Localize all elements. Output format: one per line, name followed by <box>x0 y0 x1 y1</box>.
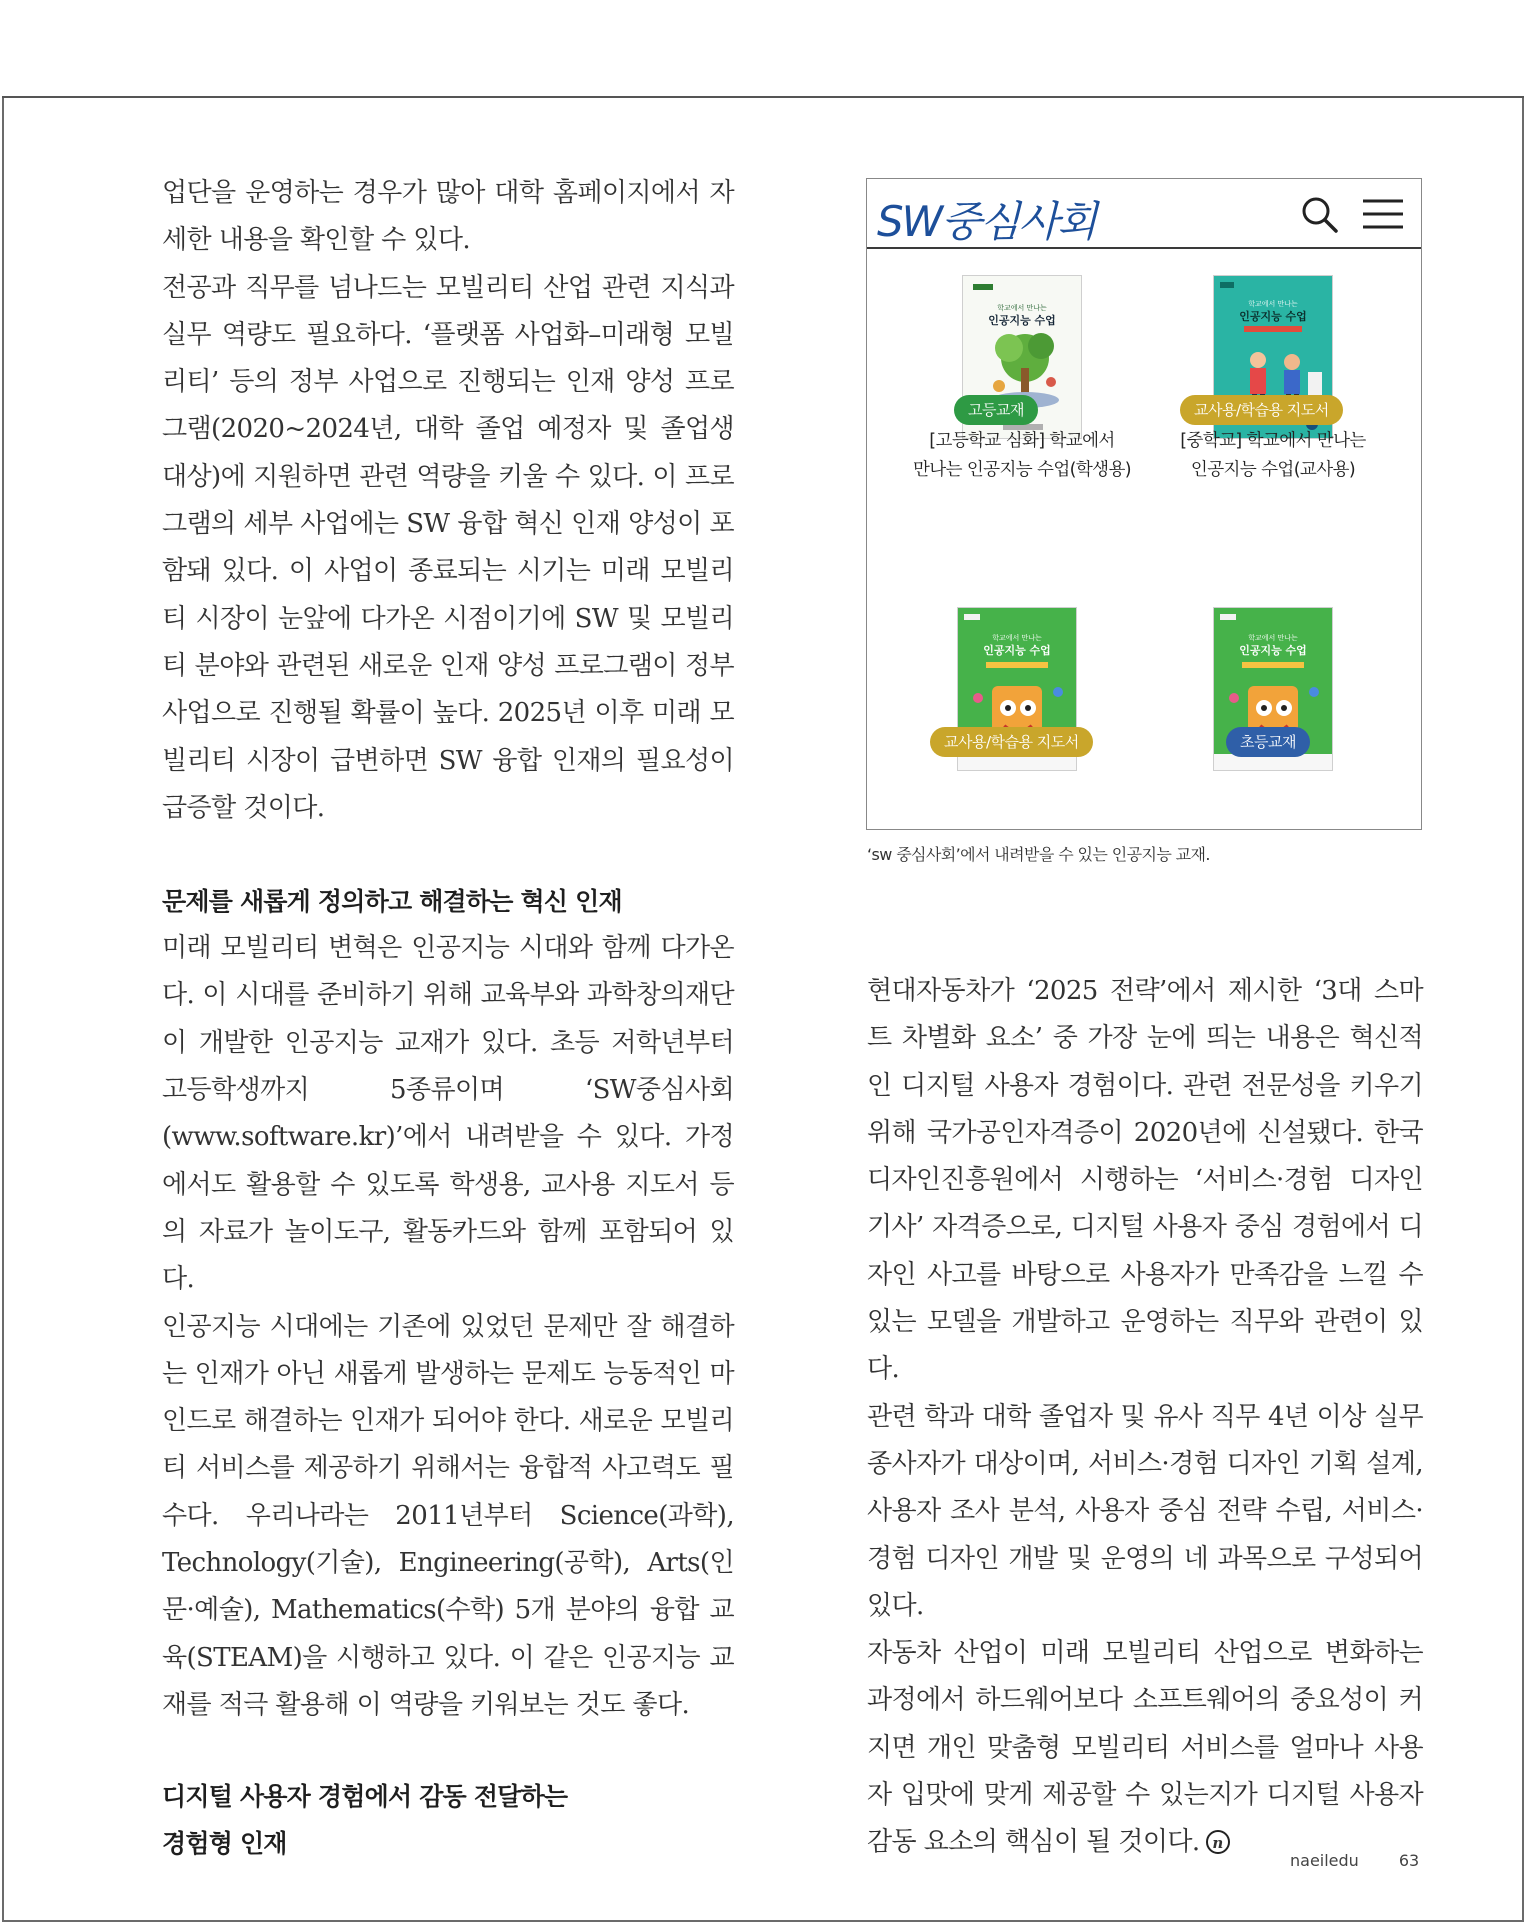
book1-caption-line1: [고등학교 심화] 학교에서 <box>929 431 1115 451</box>
section-heading-innovation: 문제를 새롭게 정의하고 해결하는 혁신 인재 <box>162 887 622 917</box>
menu-icon[interactable] <box>1361 197 1405 235</box>
left-paragraph-4: 인공지능 시대에는 기존에 있었던 문제만 잘 해결하는 인재가 아닌 새롭게 발생하는 문제도 능동적인 마인드로 해결하는 인재가 되어야 한다. 새로운 모빌리티 서비스를 제공하기 위해서는 융합적 사고력도 필수다. 우리나라는 2011년부터 Science(과학), Technology(기술), Engineering(공학), Arts(인문·예술), Mathematics(수학) 5개 분야의 융합 교육(STEAM)을 시행하고 있다. 이 같은 인공지능 교재를 적극 활용해 이 역량을 키워보는 것도 좋다. <box>162 1311 734 1720</box>
header-band <box>2 2 1524 98</box>
magazine-name: naeiledu <box>1290 1851 1359 1870</box>
right-paragraph-2: 관련 학과 대학 졸업자 및 유사 직무 4년 이상 실무 종사자가 대상이며, 서비스·경험 디자인 기획 설계, 사용자 조사 분석, 사용자 중심 전략 수립, 서비스·경험 디자인 개발 및 운영의 네 과목으로 구성되어 있다. <box>867 1401 1423 1621</box>
right-paragraph-3-text: 자동차 산업이 미래 모빌리티 산업으로 변화하는 과정에서 하드웨어보다 소프트웨어의 중요성이 커지면 개인 맞춤형 모빌리티 서비스를 얼마나 사용자 입맛에 맞게 제공할 수 있는지가 디지털 사용자 감동 요소의 핵심이 될 것이다. <box>867 1638 1423 1858</box>
book2-caption-line1: [중학교] 학교에서 만나는 <box>1180 431 1366 451</box>
right-paragraph-3 <box>867 1630 1423 1866</box>
sw-logo[interactable]: SW중심사회 <box>877 197 1096 246</box>
left-column <box>162 170 734 1867</box>
end-mark-icon: n <box>1206 1830 1230 1854</box>
badge-elementary: 초등교재 <box>1226 727 1310 757</box>
section-heading-experience <box>162 1773 734 1867</box>
right-paragraph-1: 현대자동차가 ‘2025 전략’에서 제시한 ‘3대 스마트 차별화 요소’ 중 가장 눈에 띄는 내용은 혁신적인 디지털 사용자 경험이다. 관련 전문성을 키우기 위해 국가공인자격증이 2020년에 신설됐다. 한국디자인진흥원에서 시행하는 ‘서비스·경험 디자인 기사’ 자격증으로, 디지털 사용자 중심 경험에서 디자인 사고를 바탕으로 사용자가 만족감을 느낄 수 있는 모델을 개발하고 운영하는 직무와 관련이 있다. <box>867 976 1423 1385</box>
book4-cover-sub: 학교에서 만나는 <box>1248 634 1298 642</box>
left-paragraph-2: 전공과 직무를 넘나드는 모빌리티 산업 관련 지식과 실무 역량도 필요하다. ‘플랫폼 사업화–미래형 모빌리티’ 등의 정부 사업으로 진행되는 인재 양성 프로그램(2020~2024년, 대학 졸업 예정자 및 졸업생 대상)에 지원하면 관련 역량을 키울 수 있다. 이 프로그램의 세부 사업에는 SW 융합 혁신 인재 양성이 포함돼 있다. 이 사업이 종료되는 시기는 미래 모빌리티 시장이 눈앞에 다가온 시점이기에 SW 및 모빌리티 분야와 관련된 새로운 인재 양성 프로그램이 정부 사업으로 진행될 확률이 높다. 2025년 이후 미래 모빌리티 시장이 급변하면 SW 융합 인재의 필요성이 급증할 것이다. <box>162 272 734 823</box>
section-heading-experience-line1: 디지털 사용자 경험에서 감동 전달하는 <box>162 1782 568 1812</box>
book2-cover-sub: 학교에서 만나는 <box>1248 300 1298 308</box>
book1-caption <box>887 427 1157 485</box>
book3-cover-sub: 학교에서 만나는 <box>992 634 1042 642</box>
book1-cover-title: 인공지능 수업 <box>988 314 1056 327</box>
page-number: 63 <box>1398 1851 1420 1870</box>
badge-teacher-guide-1: 교사용/학습용 지도서 <box>1180 395 1343 425</box>
book2-caption <box>1138 427 1408 485</box>
badge-high-school: 고등교재 <box>954 395 1038 425</box>
website-header <box>867 179 1421 249</box>
book2-caption-line2: 인공지능 수업(교사용) <box>1190 460 1356 480</box>
page-footer <box>1290 1851 1419 1870</box>
book1-cover-sub: 학교에서 만나는 <box>997 304 1047 312</box>
left-paragraph-1: 업단을 운영하는 경우가 많아 대학 홈페이지에서 자세한 내용을 확인할 수 있다. <box>162 178 734 256</box>
book1-caption-line2: 만나는 인공지능 수업(학생용) <box>912 460 1132 480</box>
figure-caption: ‘sw 중심사회’에서 내려받을 수 있는 인공지능 교재. <box>867 845 1210 864</box>
search-icon[interactable] <box>1300 195 1340 239</box>
book2-cover-title: 인공지능 수업 <box>1239 310 1307 323</box>
right-column <box>867 968 1423 1867</box>
left-paragraph-3: 미래 모빌리티 변혁은 인공지능 시대와 함께 다가온다. 이 시대를 준비하기 위해 교육부와 과학창의재단이 개발한 인공지능 교재가 있다. 초등 저학년부터 고등학생까지 5종류이며 ‘SW중심사회(www.software.kr)’에서 내려받을 수 있다. 가정에서도 활용할 수 있도록 학생용, 교사용 지도서 등의 자료가 놀이도구, 활동카드와 함께 포함되어 있다. <box>162 933 734 1295</box>
badge-teacher-guide-2: 교사용/학습용 지도서 <box>930 727 1093 757</box>
sw-website-figure <box>866 178 1422 830</box>
section-heading-experience-line2: 경험형 인재 <box>162 1829 287 1859</box>
book3-cover-title: 인공지능 수업 <box>983 644 1051 657</box>
book4-cover-title: 인공지능 수업 <box>1239 644 1307 657</box>
